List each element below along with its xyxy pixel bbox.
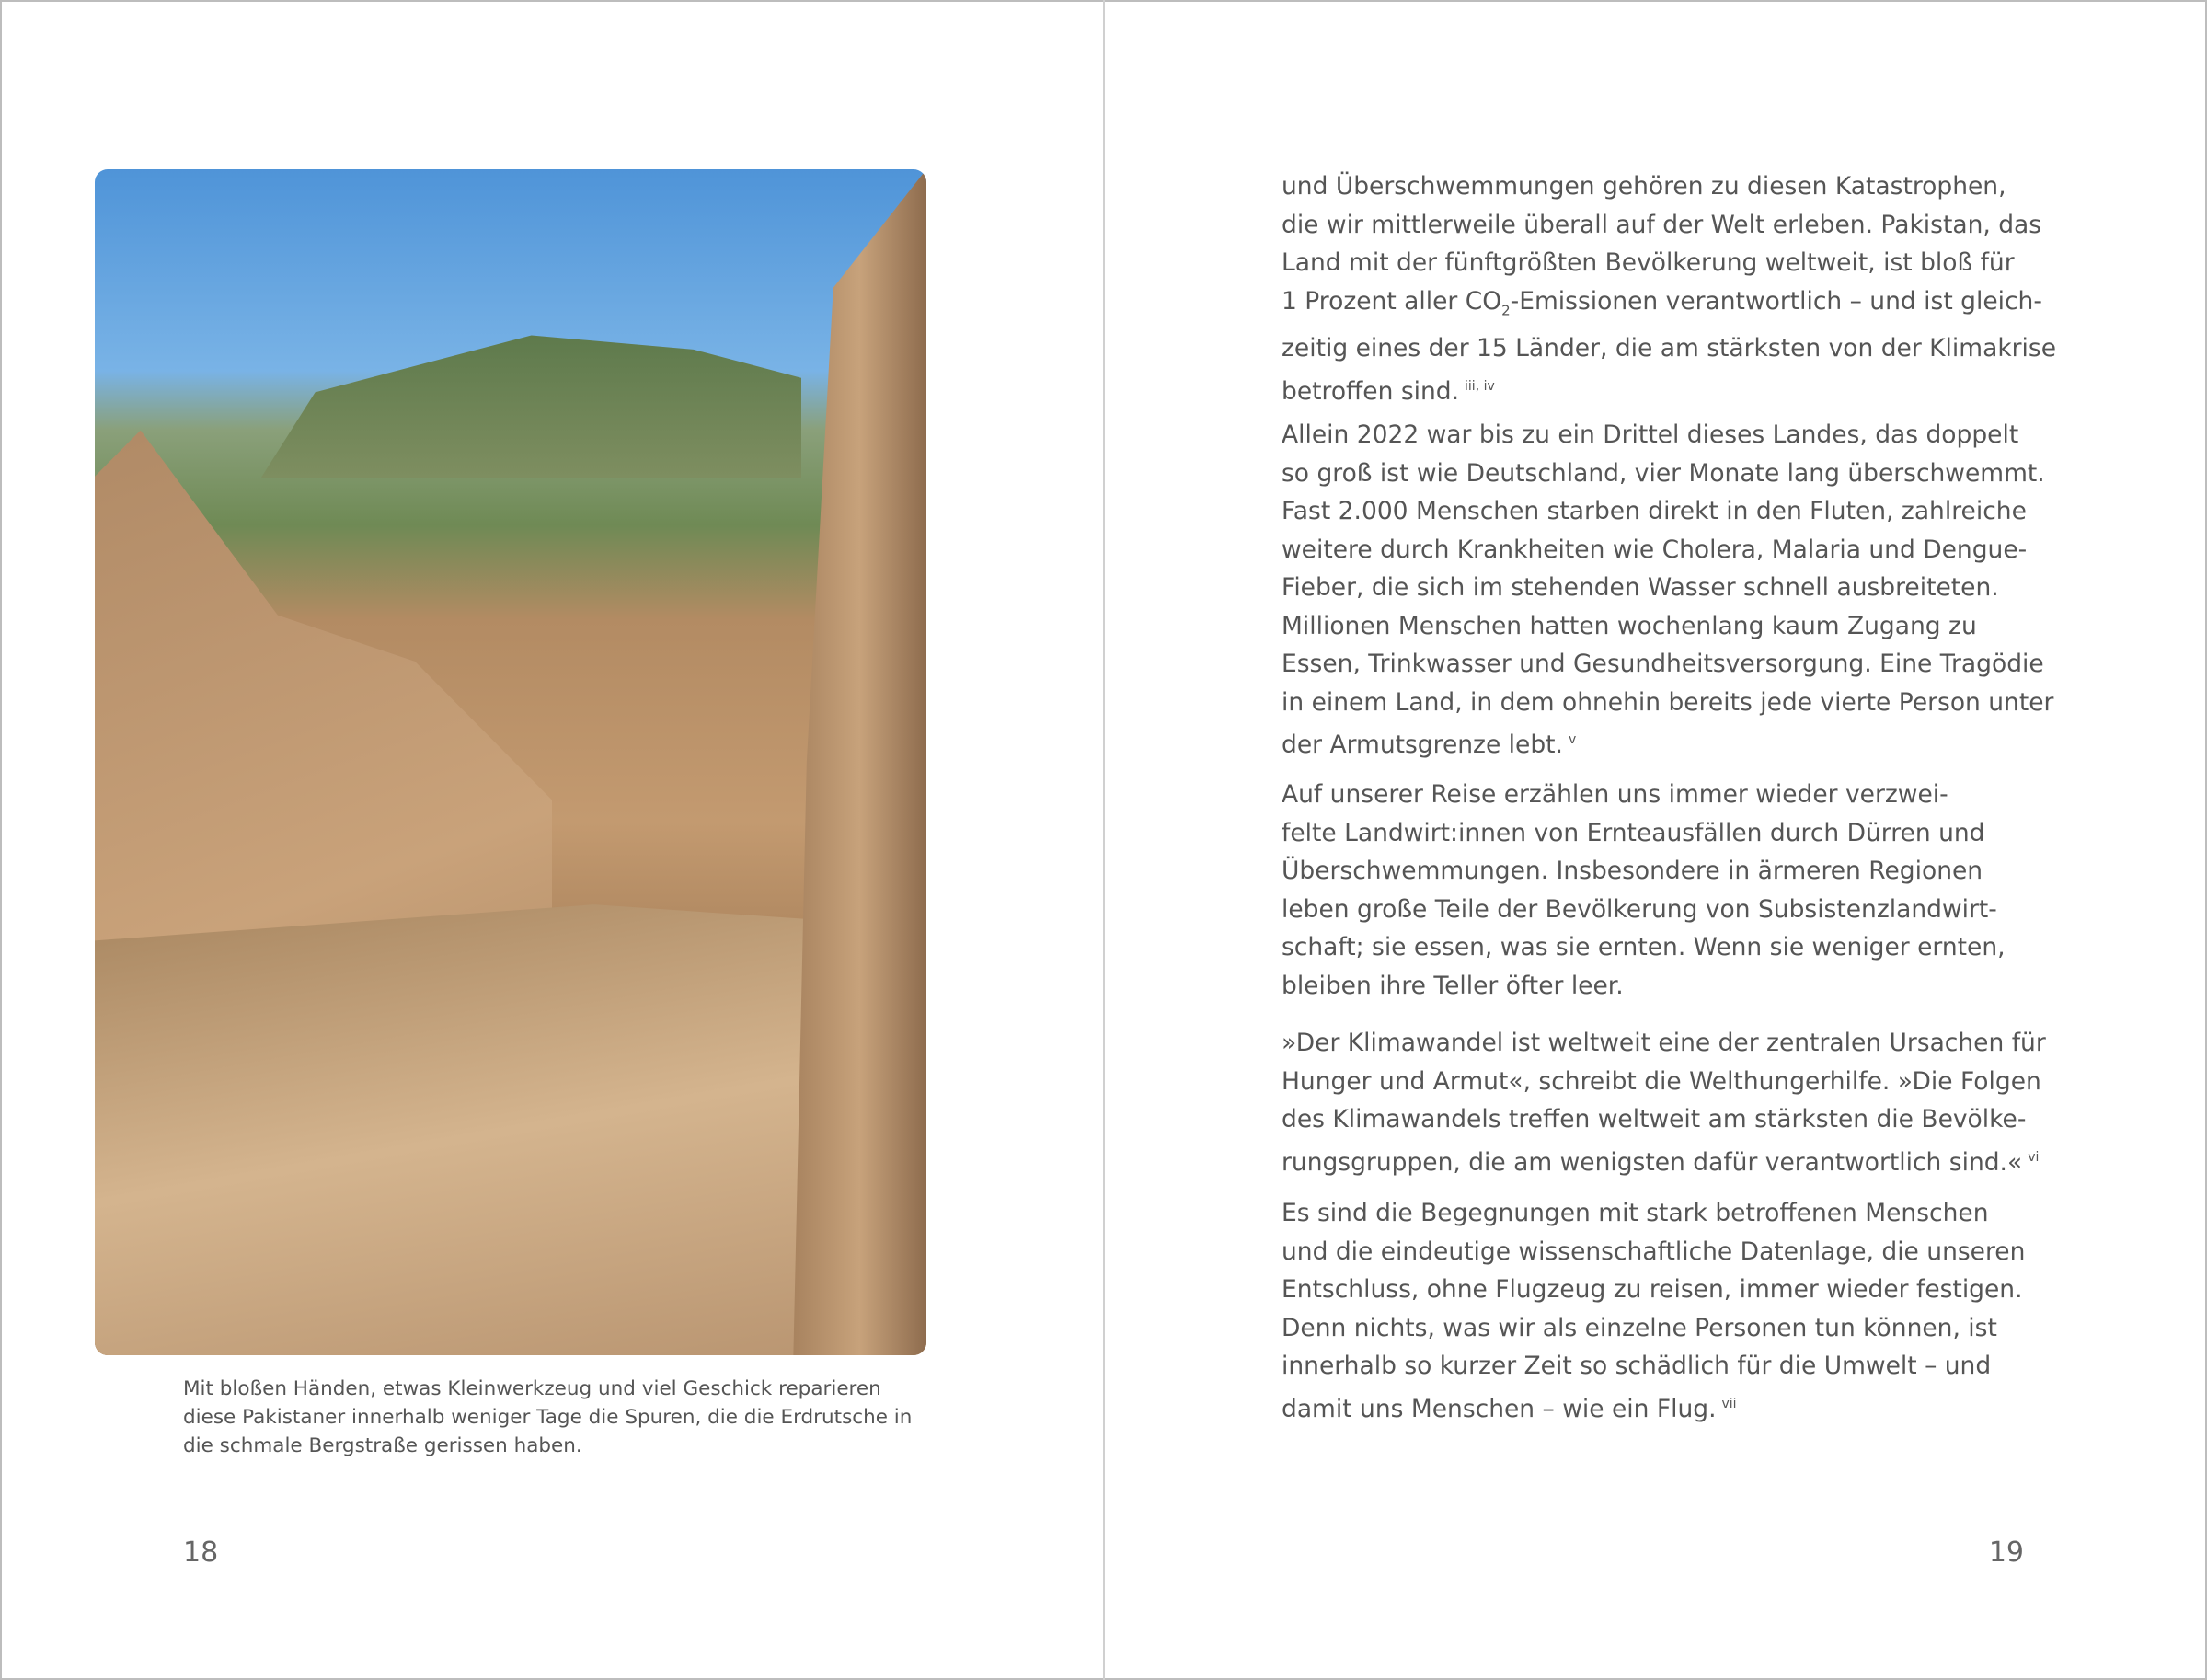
text-segment: rungsgruppen, die am wenigsten dafür verantwortlich sind.«: [1282, 1147, 2023, 1177]
text-line: Auf unserer Reise erzählen uns immer wieder verzwei-: [1282, 780, 1948, 809]
text-line: [1282, 721, 2036, 765]
text-segment: der Armutsgrenze lebt.: [1282, 731, 1563, 759]
text-line: Denn nichts, was wir als einzelne Personen tun können, ist: [1282, 1313, 1997, 1342]
text-line: Fieber, die sich im stehenden Wasser schnell ausbreiteten.: [1282, 573, 1999, 602]
text-line: Es sind die Begegnungen mit stark betroffenen Menschen: [1282, 1199, 1989, 1227]
text-line: [1282, 1139, 2040, 1182]
text-line: Millionen Menschen hatten wochenlang kaum Zugang zu: [1282, 611, 1977, 640]
photo-caption: [183, 1375, 928, 1460]
text-line: weitere durch Krankheiten wie Cholera, Malaria und Dengue-: [1282, 535, 2028, 564]
book-gutter: [1103, 0, 1105, 1680]
text-line: Allein 2022 war bis zu ein Drittel dieses Landes, das doppelt: [1282, 420, 2019, 449]
text-line: des Klimawandels treffen weltweit am stärksten die Bevölke-: [1282, 1105, 2027, 1133]
text-line: [1282, 368, 2036, 411]
text-segment: damit uns Menschen – wie ein Flug.: [1282, 1394, 1717, 1423]
text-line: Überschwemmungen. Insbesondere in ärmeren Regionen: [1282, 857, 1983, 885]
paragraph-3: [1282, 776, 2036, 1005]
text-line: bleiben ihre Teller öfter leer.: [1282, 971, 1624, 1000]
text-segment: betroffen sind.: [1282, 376, 1460, 406]
text-line: Hunger und Armut«, schreibt die Welthungerhilfe. »Die Folgen: [1282, 1066, 2041, 1096]
text-line: innerhalb so kurzer Zeit so schädlich für die Umwelt – und: [1282, 1352, 1992, 1380]
paragraph-4: [1282, 1024, 2046, 1181]
caption-line: Mit bloßen Händen, etwas Kleinwerkzeug und viel Geschick reparieren: [183, 1377, 881, 1400]
text-line: [1282, 1386, 2036, 1429]
text-line: Land mit der fünftgrößten Bevölkerung weltweit, ist bloß für: [1282, 248, 2015, 277]
text-line: so groß ist wie Deutschland, vier Monate lang überschwemmt.: [1282, 458, 2045, 488]
footnote-marker: vii: [1721, 1396, 1737, 1411]
text-segment: 1 Prozent aller CO: [1282, 286, 1502, 316]
mountain-road-photo: [95, 169, 926, 1355]
text-line: felte Landwirt:innen von Ernteausfällen durch Dürren und: [1282, 818, 1985, 847]
text-line: und die eindeutige wissenschaftliche Datenlage, die unseren: [1282, 1237, 2026, 1266]
text-line: schaft; sie essen, was sie ernten. Wenn sie weniger ernten,: [1282, 933, 2006, 961]
footnote-marker: vi: [2028, 1149, 2040, 1165]
page-number-right: 19: [1988, 1536, 2024, 1569]
text-line: Essen, Trinkwasser und Gesundheitsversorgung. Eine Tragödie: [1282, 650, 2044, 678]
text-segment: -Emissionen verantwortlich – und ist gleich-: [1510, 286, 2042, 316]
paragraph-2: [1282, 416, 2054, 765]
photo-cliff: [793, 169, 926, 1355]
text-line: »Der Klimawandel ist weltweit eine der zentralen Ursachen für: [1282, 1029, 2046, 1057]
page-number-left: 18: [183, 1536, 219, 1569]
footnote-marker: iii, iv: [1465, 378, 1495, 394]
text-line: in einem Land, in dem ohnehin bereits jede vierte Person unter: [1282, 687, 2054, 717]
paragraph-5: [1282, 1194, 2036, 1428]
text-line: [1282, 282, 2042, 330]
text-line: Entschluss, ohne Flugzeug zu reisen, immer wieder festigen.: [1282, 1275, 2023, 1304]
text-line: die wir mittlerweile überall auf der Welt erleben. Pakistan, das: [1282, 210, 2042, 239]
photo-forest: [261, 335, 802, 478]
footnote-marker: v: [1568, 732, 1577, 747]
caption-line: die schmale Bergstraße gerissen haben.: [183, 1434, 582, 1457]
text-line: und Überschwemmungen gehören zu diesen Katastrophen,: [1282, 172, 2006, 201]
subscript: 2: [1501, 301, 1511, 318]
text-line: leben große Teile der Bevölkerung von Subsistenzlandwirt-: [1282, 894, 1997, 924]
caption-line: diese Pakistaner innerhalb weniger Tage die Spuren, die die Erdrutsche in: [183, 1406, 913, 1429]
text-line: Fast 2.000 Menschen starben direkt in den Fluten, zahlreiche: [1282, 497, 2027, 525]
paragraph-1: [1282, 167, 2057, 410]
text-line: zeitig eines der 15 Länder, die am stärksten von der Klimakrise: [1282, 334, 2057, 363]
